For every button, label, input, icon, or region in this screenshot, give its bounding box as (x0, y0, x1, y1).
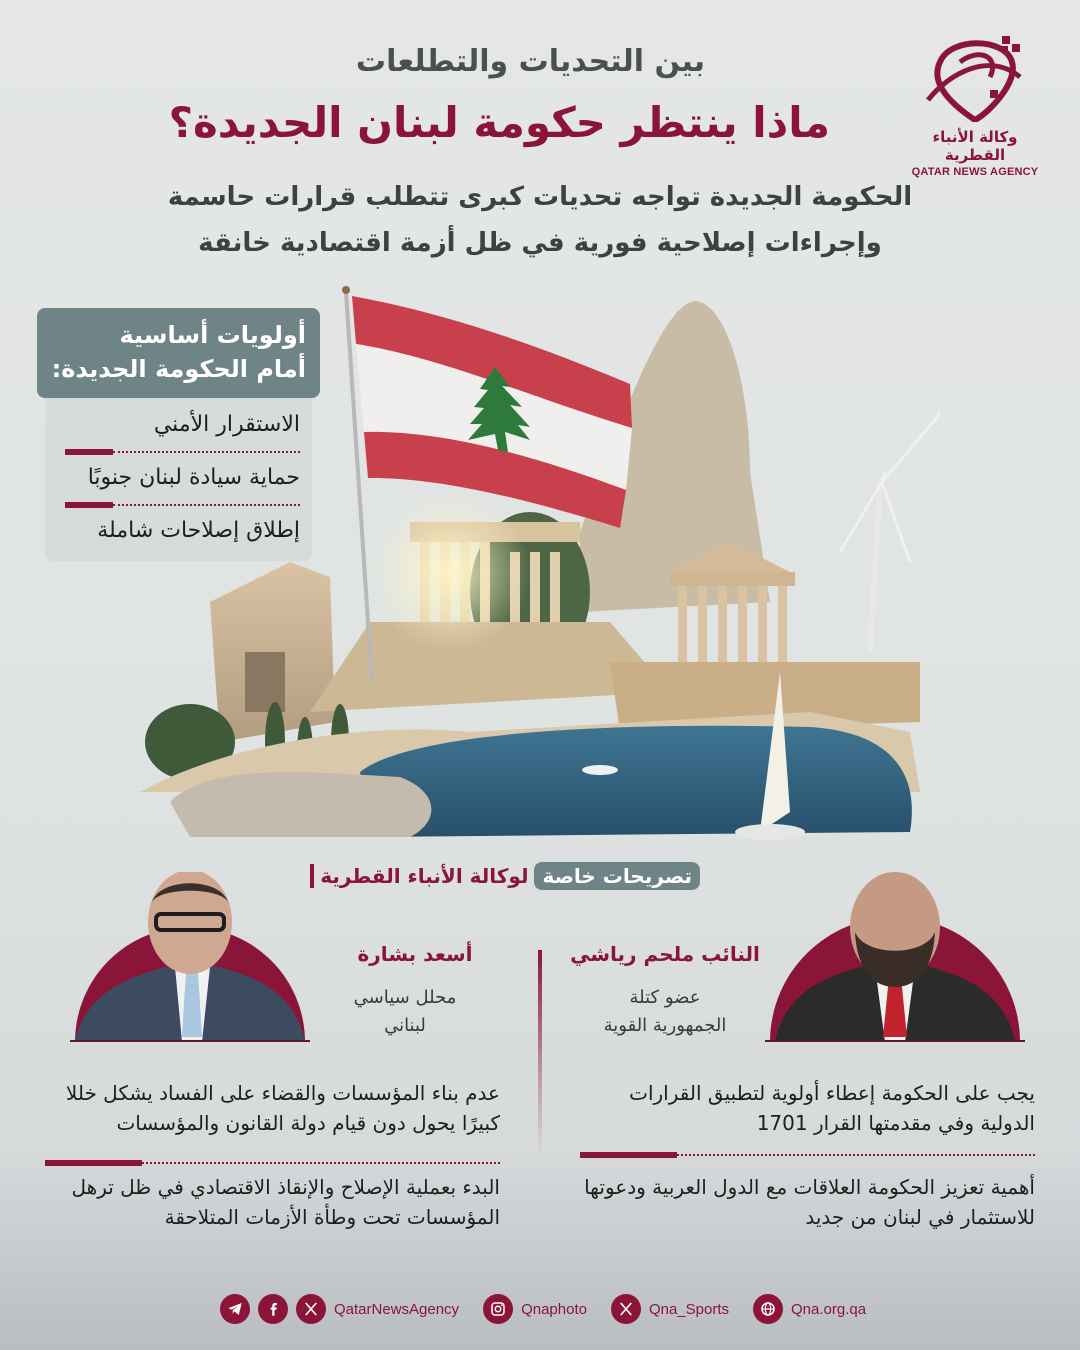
priority-separator (65, 449, 300, 455)
facebook-icon[interactable] (258, 1294, 288, 1324)
globe-icon[interactable] (753, 1294, 783, 1324)
quote-separator (45, 1160, 500, 1166)
telegram-icon[interactable] (220, 1294, 250, 1324)
priorities-title-line-1: أولويات أساسية (119, 321, 306, 349)
person-role-bechara (330, 984, 480, 1040)
x-icon[interactable] (296, 1294, 326, 1324)
qna-logo (900, 32, 1050, 178)
quote-riachi-2: أهمية تعزيز الحكومة العلاقات مع الدول العربية ودعوتها للاستثمار في لبنان من جديد (584, 1175, 1035, 1229)
priority-item: إطلاق إصلاحات شاملة (97, 518, 300, 543)
quote-separator (580, 1152, 1035, 1158)
x-icon[interactable] (611, 1294, 641, 1324)
subtitle-line-2: وإجراءات إصلاحية فورية في ظل أزمة اقتصادية خانقة (198, 228, 882, 258)
handle-website[interactable]: Qna.org.qa (791, 1300, 867, 1318)
priorities-list (45, 398, 312, 561)
quote-bechara-1: عدم بناء المؤسسات والقضاء على الفساد يشكل خللا كبيرًا يحول دون قيام دولة القانون والمؤسسات (65, 1081, 500, 1135)
subtitle (160, 174, 920, 266)
section-label-source: لوكالة الأنباء القطرية (320, 864, 529, 888)
handle-qatarnewsagency[interactable]: QatarNewsAgency (334, 1300, 460, 1318)
headline: ماذا ينتظر حكومة لبنان الجديدة؟ (168, 98, 830, 147)
quote-riachi-1: يجب على الحكومة إعطاء أولوية لتطبيق القرارات الدولية وفي مقدمتها القرار 1701 (629, 1081, 1035, 1135)
role-line-2: الجمهورية القوية (603, 1015, 727, 1036)
role-line-1: عضو كتلة (629, 987, 701, 1008)
section-label (310, 862, 700, 890)
priority-separator (65, 502, 300, 508)
subtitle-line-1: الحكومة الجديدة تواجه تحديات كبرى تتطلب قرارات حاسمة (167, 182, 913, 212)
priority-item: حماية سيادة لبنان جنوبًا (87, 465, 300, 490)
social-footer (220, 1294, 882, 1324)
section-label-tick (310, 864, 314, 888)
person-name-bechara: أسعد بشارة (357, 942, 473, 966)
handle-qna-sports[interactable]: Qna_Sports (648, 1300, 729, 1318)
role-line-2: لبناني (384, 1015, 426, 1036)
portrait-bechara (70, 872, 310, 1052)
portrait-riachi (765, 872, 1025, 1052)
logo-name-ar: وكالة الأنباء القطرية (932, 128, 1018, 164)
priorities-box (37, 308, 320, 561)
quote-bechara-2: البدء بعملية الإصلاح والإنقاذ الاقتصادي في ظل ترهل المؤسسات تحت وطأة الأزمات المتلاحقة (71, 1175, 500, 1229)
vertical-divider (538, 950, 542, 1156)
priorities-title (37, 308, 320, 398)
priority-item: الاستقرار الأمني (153, 412, 300, 437)
logo-name-en: QATAR NEWS AGENCY (911, 166, 1039, 178)
kicker-title: بين التحديات والتطلعات (355, 44, 705, 79)
role-line-1: محلل سياسي (353, 987, 457, 1008)
person-role-riachi (570, 984, 760, 1040)
handle-qnaphoto[interactable]: Qnaphoto (521, 1300, 587, 1318)
qna-emblem-icon (920, 32, 1030, 122)
section-label-pill: تصريحات خاصة (534, 862, 700, 890)
person-name-riachi: النائب ملحم رياشي (570, 942, 760, 966)
instagram-icon[interactable] (483, 1294, 513, 1324)
priorities-title-line-2: أمام الحكومة الجديدة: (51, 355, 306, 383)
